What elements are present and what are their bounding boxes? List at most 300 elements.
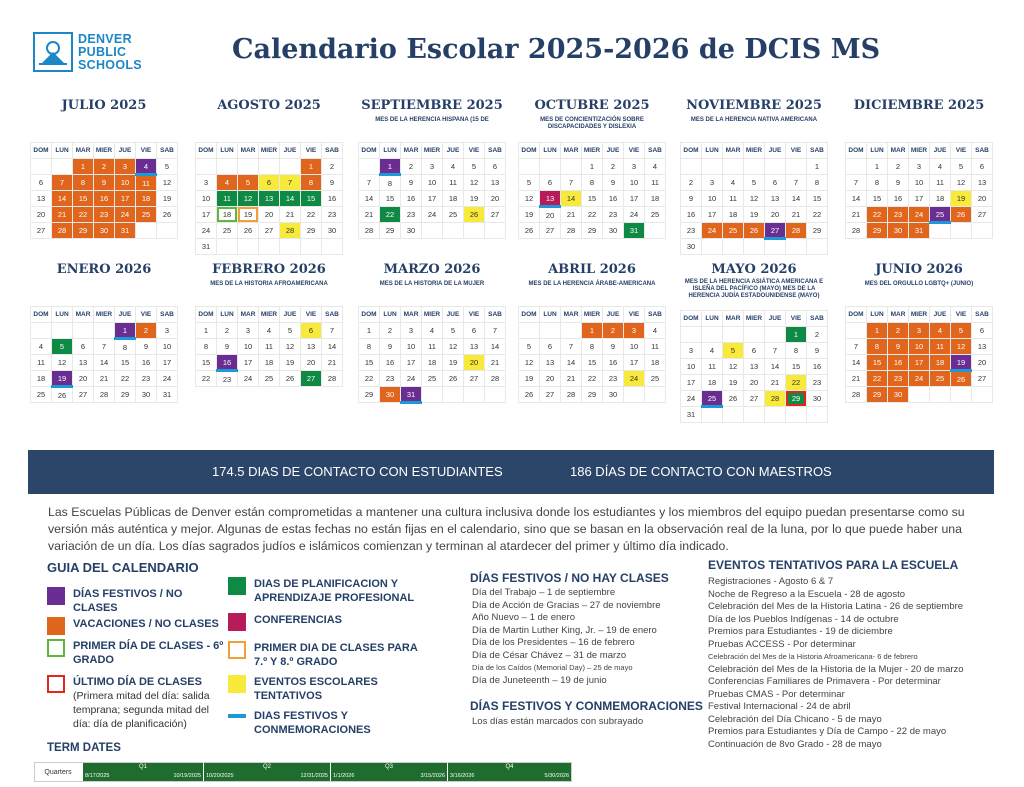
- day-cell: 17: [909, 191, 930, 207]
- day-cell: 9: [603, 175, 624, 191]
- day-cell: 1: [380, 159, 401, 175]
- weekday-header: MIER: [909, 307, 930, 323]
- weekday-header: JUE: [443, 307, 464, 323]
- day-cell: 4: [422, 323, 443, 339]
- day-cell: 18: [259, 355, 280, 371]
- events-list: [708, 576, 964, 751]
- day-cell: 2: [888, 323, 909, 339]
- day-cell: 30: [94, 223, 115, 239]
- weekday-header: MIER: [94, 307, 115, 323]
- day-cell: 10: [422, 175, 443, 191]
- events-title: EVENTOS TENTATIVOS PARA LA ESCUELA: [708, 558, 959, 572]
- day-cell: 4: [723, 175, 744, 191]
- weekday-header: SAB: [485, 307, 506, 323]
- q1-label: Q1: [83, 763, 203, 772]
- day-cell: 26: [238, 223, 259, 239]
- month-grid: [518, 142, 666, 239]
- empty-cell: [951, 223, 972, 239]
- q4-end: 5/30/2026: [544, 773, 569, 779]
- day-cell: 11: [723, 191, 744, 207]
- day-cell: 13: [972, 339, 993, 355]
- day-cell: 26: [951, 207, 972, 223]
- weekday-header: LUN: [52, 307, 73, 323]
- weekday-header: MIER: [94, 143, 115, 159]
- day-cell: 26: [519, 387, 540, 403]
- day-cell: 28: [765, 391, 786, 407]
- day-cell: 18: [723, 207, 744, 223]
- day-cell: 26: [157, 207, 178, 223]
- day-cell: 12: [443, 339, 464, 355]
- event-item: Celebración del Mes de la Historia Afroamericana- 6 de febrero: [708, 652, 918, 661]
- day-cell: 27: [744, 391, 765, 407]
- empty-cell: [540, 159, 561, 175]
- month-name: NOVIEMBRE 2025: [686, 98, 822, 113]
- day-cell: 5: [519, 339, 540, 355]
- weekday-header: JUE: [280, 143, 301, 159]
- month-heritage-subtitle: MES DE LA HERENCIA ÁRABE-AMERICANA: [528, 281, 656, 287]
- month-grid: [30, 306, 178, 403]
- legend-label: ÚLTIMO DÍA DE CLASES: [73, 676, 202, 688]
- day-cell: 24: [401, 371, 422, 387]
- day-cell: 11: [259, 339, 280, 355]
- day-cell: 28: [561, 223, 582, 239]
- day-cell: 25: [217, 223, 238, 239]
- holiday-item: Día de Juneteenth – 19 de junio: [472, 674, 607, 686]
- day-cell: 27: [972, 207, 993, 223]
- day-cell: 6: [73, 339, 94, 355]
- day-cell: 15: [380, 191, 401, 207]
- day-cell: 5: [280, 323, 301, 339]
- weekday-header: LUN: [217, 143, 238, 159]
- month-calendar: [680, 98, 828, 251]
- day-cell: 4: [443, 159, 464, 175]
- red-frame-swatch: [47, 675, 65, 693]
- weekday-header: SAB: [645, 143, 666, 159]
- day-cell: 25: [645, 371, 666, 387]
- day-cell: 19: [723, 375, 744, 391]
- day-cell: 18: [443, 191, 464, 207]
- day-cell: 25: [443, 207, 464, 223]
- weekday-header: VIE: [136, 143, 157, 159]
- day-cell: 21: [52, 207, 73, 223]
- empty-cell: [723, 327, 744, 343]
- day-cell: 28: [94, 387, 115, 403]
- event-item: Celebración del Día Chicano - 5 de mayo: [708, 713, 882, 725]
- empty-cell: [31, 159, 52, 175]
- weekday-header: DOM: [681, 311, 702, 327]
- commemorations-note: Los días están marcados con subrayado: [472, 716, 644, 727]
- weekday-header: MAR: [888, 143, 909, 159]
- day-cell: 19: [238, 207, 259, 223]
- day-cell: 11: [645, 175, 666, 191]
- weekday-header: LUN: [52, 143, 73, 159]
- yellow-swatch: [228, 675, 246, 693]
- day-cell: 23: [888, 207, 909, 223]
- day-cell: 14: [561, 355, 582, 371]
- day-cell: 10: [702, 191, 723, 207]
- day-cell: 21: [359, 207, 380, 223]
- q3-start: 1/1/2026: [333, 773, 355, 779]
- day-cell: 20: [765, 207, 786, 223]
- empty-cell: [136, 223, 157, 239]
- day-cell: 15: [582, 191, 603, 207]
- day-cell: 1: [359, 323, 380, 339]
- day-cell: 3: [909, 159, 930, 175]
- day-cell: 25: [930, 207, 951, 223]
- day-cell: 24: [422, 207, 443, 223]
- day-cell: 7: [94, 339, 115, 355]
- day-cell: 12: [280, 339, 301, 355]
- day-cell: 27: [972, 371, 993, 387]
- weekday-header: MAR: [238, 307, 259, 323]
- day-cell: 11: [930, 175, 951, 191]
- day-cell: 7: [786, 175, 807, 191]
- day-cell: 5: [723, 343, 744, 359]
- empty-cell: [765, 159, 786, 175]
- day-cell: 28: [786, 223, 807, 239]
- day-cell: 28: [846, 387, 867, 403]
- day-cell: 30: [136, 387, 157, 403]
- day-cell: 18: [930, 191, 951, 207]
- day-cell: 10: [624, 339, 645, 355]
- day-cell: 3: [196, 175, 217, 191]
- weekday-header: SAB: [485, 143, 506, 159]
- day-cell: 3: [681, 343, 702, 359]
- day-cell: 8: [359, 339, 380, 355]
- month-name: OCTUBRE 2025: [534, 98, 650, 113]
- day-cell: 23: [217, 371, 238, 387]
- empty-cell: [930, 387, 951, 403]
- day-cell: 19: [744, 207, 765, 223]
- empty-cell: [422, 223, 443, 239]
- weekday-header: DOM: [359, 143, 380, 159]
- day-cell: 2: [380, 323, 401, 339]
- day-cell: 9: [136, 339, 157, 355]
- empty-cell: [786, 407, 807, 423]
- day-cell: 2: [136, 323, 157, 339]
- day-cell: 31: [624, 223, 645, 239]
- month-grid: [358, 142, 506, 239]
- inclusion-statement: Las Escuelas Públicas de Denver están comprometidas a mantener una cultura inclusiva donde los estudiantes y los miembros del equipo puedan presentarse como su versión más auténtica y mejor. Algunas de estas fechas no están fijas en el calendario, sino que se basan en la observación real de la luna, por lo que puede haber una variación de un día. Los días sagrados judíos e islámicos comienzan y terminan al atardecer del primer y último día indicado.: [48, 505, 965, 553]
- day-cell: 1: [786, 327, 807, 343]
- empty-cell: [280, 159, 301, 175]
- empty-cell: [94, 323, 115, 339]
- day-cell: 21: [846, 207, 867, 223]
- weekday-header: VIE: [786, 311, 807, 327]
- q2-dates: [204, 772, 330, 781]
- day-cell: 13: [765, 191, 786, 207]
- month-calendar: [358, 98, 506, 235]
- month-grid: [358, 306, 506, 404]
- month-name: MAYO 2026: [711, 262, 797, 277]
- day-cell: 19: [951, 355, 972, 371]
- day-cell: 30: [401, 223, 422, 239]
- day-cell: 18: [702, 375, 723, 391]
- day-cell: 28: [52, 223, 73, 239]
- event-item: Pruebas ACCESS - Por determinar: [708, 638, 856, 650]
- day-cell: 16: [888, 355, 909, 371]
- weekday-header: MIER: [422, 143, 443, 159]
- empty-cell: [786, 159, 807, 175]
- day-cell: 13: [540, 191, 561, 207]
- day-cell: 6: [540, 339, 561, 355]
- day-cell: 26: [951, 371, 972, 387]
- day-cell: 21: [846, 371, 867, 387]
- empty-cell: [485, 223, 506, 239]
- day-cell: 18: [645, 355, 666, 371]
- empty-cell: [681, 327, 702, 343]
- day-cell: 7: [485, 323, 506, 339]
- day-cell: 30: [322, 223, 343, 239]
- day-cell: 10: [401, 339, 422, 355]
- green-frame-swatch: [47, 639, 65, 657]
- weekday-header: JUE: [930, 143, 951, 159]
- day-cell: 14: [765, 359, 786, 375]
- day-cell: 21: [280, 207, 301, 223]
- day-cell: 13: [73, 355, 94, 371]
- day-cell: 3: [909, 323, 930, 339]
- empty-cell: [951, 387, 972, 403]
- day-cell: 31: [401, 387, 422, 403]
- empty-cell: [807, 239, 828, 255]
- event-item: Premios para Estudiantes y Día de Campo - 22 de mayo: [708, 726, 947, 737]
- empty-cell: [157, 223, 178, 239]
- event-item: Continuación de 8vo Grado - 28 de mayo: [708, 738, 882, 750]
- day-cell: 27: [540, 387, 561, 403]
- day-cell: 17: [624, 355, 645, 371]
- weekday-header: MAR: [401, 143, 422, 159]
- logo-emblem-icon: [33, 32, 73, 72]
- day-cell: 29: [867, 387, 888, 403]
- weekday-header: DOM: [681, 143, 702, 159]
- day-cell: 16: [603, 355, 624, 371]
- day-cell: 12: [52, 355, 73, 371]
- q2-label: Q2: [204, 763, 330, 772]
- day-cell: 14: [786, 191, 807, 207]
- empty-cell: [561, 323, 582, 339]
- month-grid: [845, 306, 993, 403]
- day-cell: 31: [115, 223, 136, 239]
- day-cell: 14: [561, 191, 582, 207]
- month-calendar: [845, 262, 993, 399]
- day-cell: 28: [280, 223, 301, 239]
- legend-label: EVENTOS ESCOLARES TENTATIVOS: [254, 676, 378, 702]
- day-cell: 3: [624, 159, 645, 175]
- day-cell: 8: [115, 339, 136, 355]
- weekday-header: JUE: [765, 311, 786, 327]
- day-cell: 1: [807, 159, 828, 175]
- weekday-header: DOM: [519, 307, 540, 323]
- day-cell: 21: [485, 355, 506, 371]
- day-cell: 16: [603, 191, 624, 207]
- q1-start: 8/17/2025: [85, 773, 110, 779]
- day-cell: 28: [359, 223, 380, 239]
- day-cell: 9: [94, 175, 115, 191]
- logo-line-1: DENVER: [78, 31, 132, 46]
- day-cell: 2: [603, 159, 624, 175]
- month-name: AGOSTO 2025: [217, 98, 321, 113]
- weekday-header: JUE: [765, 143, 786, 159]
- day-cell: 5: [238, 175, 259, 191]
- day-cell: 20: [972, 191, 993, 207]
- day-cell: 18: [31, 371, 52, 387]
- weekday-header: DOM: [31, 307, 52, 323]
- day-cell: 8: [73, 175, 94, 191]
- q4-start: 3/16/2026: [450, 773, 475, 779]
- month-heritage-subtitle: MES DE CONCIENTIZACIÓN SOBRE DISCAPACIDADES Y DISLEXIA: [540, 117, 644, 130]
- day-cell: 8: [196, 339, 217, 355]
- day-cell: 29: [807, 223, 828, 239]
- empty-cell: [744, 407, 765, 423]
- student-contact-days: 174.5 DIAS DE CONTACTO CON ESTUDIANTES: [212, 464, 503, 479]
- day-cell: 2: [401, 159, 422, 175]
- empty-cell: [280, 239, 301, 255]
- weekday-header: VIE: [136, 307, 157, 323]
- legend-planning: [228, 577, 428, 605]
- weekday-header: LUN: [540, 307, 561, 323]
- day-cell: 22: [196, 371, 217, 387]
- day-cell: 3: [624, 323, 645, 339]
- q1-dates: [83, 772, 203, 781]
- empty-cell: [645, 223, 666, 239]
- weekday-header: MIER: [259, 307, 280, 323]
- day-cell: 24: [909, 207, 930, 223]
- holiday-item: Día de los Caídos (Memorial Day) – 25 de mayo: [472, 663, 633, 672]
- weekday-header: DOM: [196, 307, 217, 323]
- weekday-header: SAB: [807, 311, 828, 327]
- day-cell: 3: [238, 323, 259, 339]
- empty-cell: [485, 387, 506, 403]
- empty-cell: [443, 387, 464, 403]
- legend-first-day-7-8: [228, 641, 428, 669]
- day-cell: 16: [136, 355, 157, 371]
- empty-cell: [443, 223, 464, 239]
- day-cell: 9: [217, 339, 238, 355]
- day-cell: 10: [196, 191, 217, 207]
- empty-cell: [723, 407, 744, 423]
- holiday-item: Día de los Presidentes – 16 de febrero: [472, 637, 635, 648]
- day-cell: 8: [786, 343, 807, 359]
- day-cell: 13: [259, 191, 280, 207]
- event-item: Celebración del Mes de la Historia de la Mujer - 20 de marzo: [708, 663, 964, 675]
- day-cell: 29: [73, 223, 94, 239]
- orange-swatch: [47, 617, 65, 635]
- holiday-item: Día de Martin Luther King, Jr. – 19 de enero: [472, 624, 657, 636]
- day-cell: 12: [238, 191, 259, 207]
- day-cell: 8: [301, 175, 322, 191]
- weekday-header: LUN: [867, 307, 888, 323]
- day-cell: 23: [807, 375, 828, 391]
- day-cell: 20: [972, 355, 993, 371]
- day-cell: 23: [681, 223, 702, 239]
- day-cell: 9: [681, 191, 702, 207]
- day-cell: 5: [744, 175, 765, 191]
- day-cell: 17: [681, 375, 702, 391]
- weekday-header: VIE: [951, 143, 972, 159]
- empty-cell: [561, 159, 582, 175]
- month-name: DICIEMBRE 2025: [853, 98, 985, 113]
- legend-label: DÍAS FESTIVOS / NO CLASES: [73, 588, 183, 614]
- day-cell: 12: [951, 339, 972, 355]
- month-heritage-subtitle: MES DE LA HERENCIA ASIÁTICA AMERICANA E ISLEÑA DEL PACÍFICO (MAYO) MES DE LA HERENCIA JUDÍA ESTADOUNIDENSE (MAYO): [684, 279, 824, 299]
- day-cell: 1: [582, 323, 603, 339]
- month-calendar: [518, 98, 666, 235]
- day-cell: 16: [888, 191, 909, 207]
- weekday-header: LUN: [380, 307, 401, 323]
- day-cell: 9: [888, 175, 909, 191]
- weekday-header: SAB: [322, 307, 343, 323]
- month-calendar: [680, 262, 828, 419]
- day-cell: 2: [217, 323, 238, 339]
- day-cell: 13: [301, 339, 322, 355]
- empty-cell: [238, 239, 259, 255]
- day-cell: 22: [359, 371, 380, 387]
- day-cell: 18: [930, 355, 951, 371]
- day-cell: 26: [280, 371, 301, 387]
- day-cell: 5: [157, 159, 178, 175]
- empty-cell: [681, 159, 702, 175]
- day-cell: 28: [322, 371, 343, 387]
- empty-cell: [786, 239, 807, 255]
- day-cell: 19: [280, 355, 301, 371]
- day-cell: 20: [31, 207, 52, 223]
- day-cell: 5: [443, 323, 464, 339]
- month-heritage-subtitle: MES DE LA HISTORIA AFROAMERICANA: [210, 281, 328, 287]
- day-cell: 22: [582, 207, 603, 223]
- day-cell: 2: [888, 159, 909, 175]
- day-cell: 8: [867, 339, 888, 355]
- day-cell: 9: [380, 339, 401, 355]
- day-cell: 15: [582, 355, 603, 371]
- day-cell: 27: [765, 223, 786, 239]
- day-cell: 20: [259, 207, 280, 223]
- day-cell: 24: [624, 207, 645, 223]
- day-cell: 1: [115, 323, 136, 339]
- day-cell: 26: [723, 391, 744, 407]
- empty-cell: [217, 159, 238, 175]
- day-cell: 12: [744, 191, 765, 207]
- calendar-guide-title: GUIA DEL CALENDARIO: [47, 560, 199, 575]
- month-calendar: [845, 98, 993, 235]
- weekday-header: DOM: [359, 307, 380, 323]
- day-cell: 25: [259, 371, 280, 387]
- commemorations-title: DÍAS FESTIVOS Y CONMEMORACIONES: [470, 699, 703, 713]
- day-cell: 17: [702, 207, 723, 223]
- day-cell: 4: [645, 159, 666, 175]
- month-grid: [680, 310, 828, 423]
- day-cell: 4: [645, 323, 666, 339]
- weekday-header: LUN: [702, 143, 723, 159]
- day-cell: 12: [951, 175, 972, 191]
- day-cell: 6: [972, 323, 993, 339]
- empty-cell: [52, 159, 73, 175]
- day-cell: 15: [867, 191, 888, 207]
- event-item: Día de los Pueblos Indígenas - 14 de octubre: [708, 613, 899, 625]
- day-cell: 24: [196, 223, 217, 239]
- weekday-header: LUN: [702, 311, 723, 327]
- day-cell: 15: [359, 355, 380, 371]
- day-cell: 23: [136, 371, 157, 387]
- orange-frame-swatch: [228, 641, 246, 659]
- day-cell: 10: [624, 175, 645, 191]
- day-cell: 6: [301, 323, 322, 339]
- day-cell: 30: [888, 223, 909, 239]
- empty-cell: [52, 323, 73, 339]
- day-cell: 29: [115, 387, 136, 403]
- day-cell: 15: [196, 355, 217, 371]
- month-grid: [195, 306, 343, 387]
- day-cell: 27: [485, 207, 506, 223]
